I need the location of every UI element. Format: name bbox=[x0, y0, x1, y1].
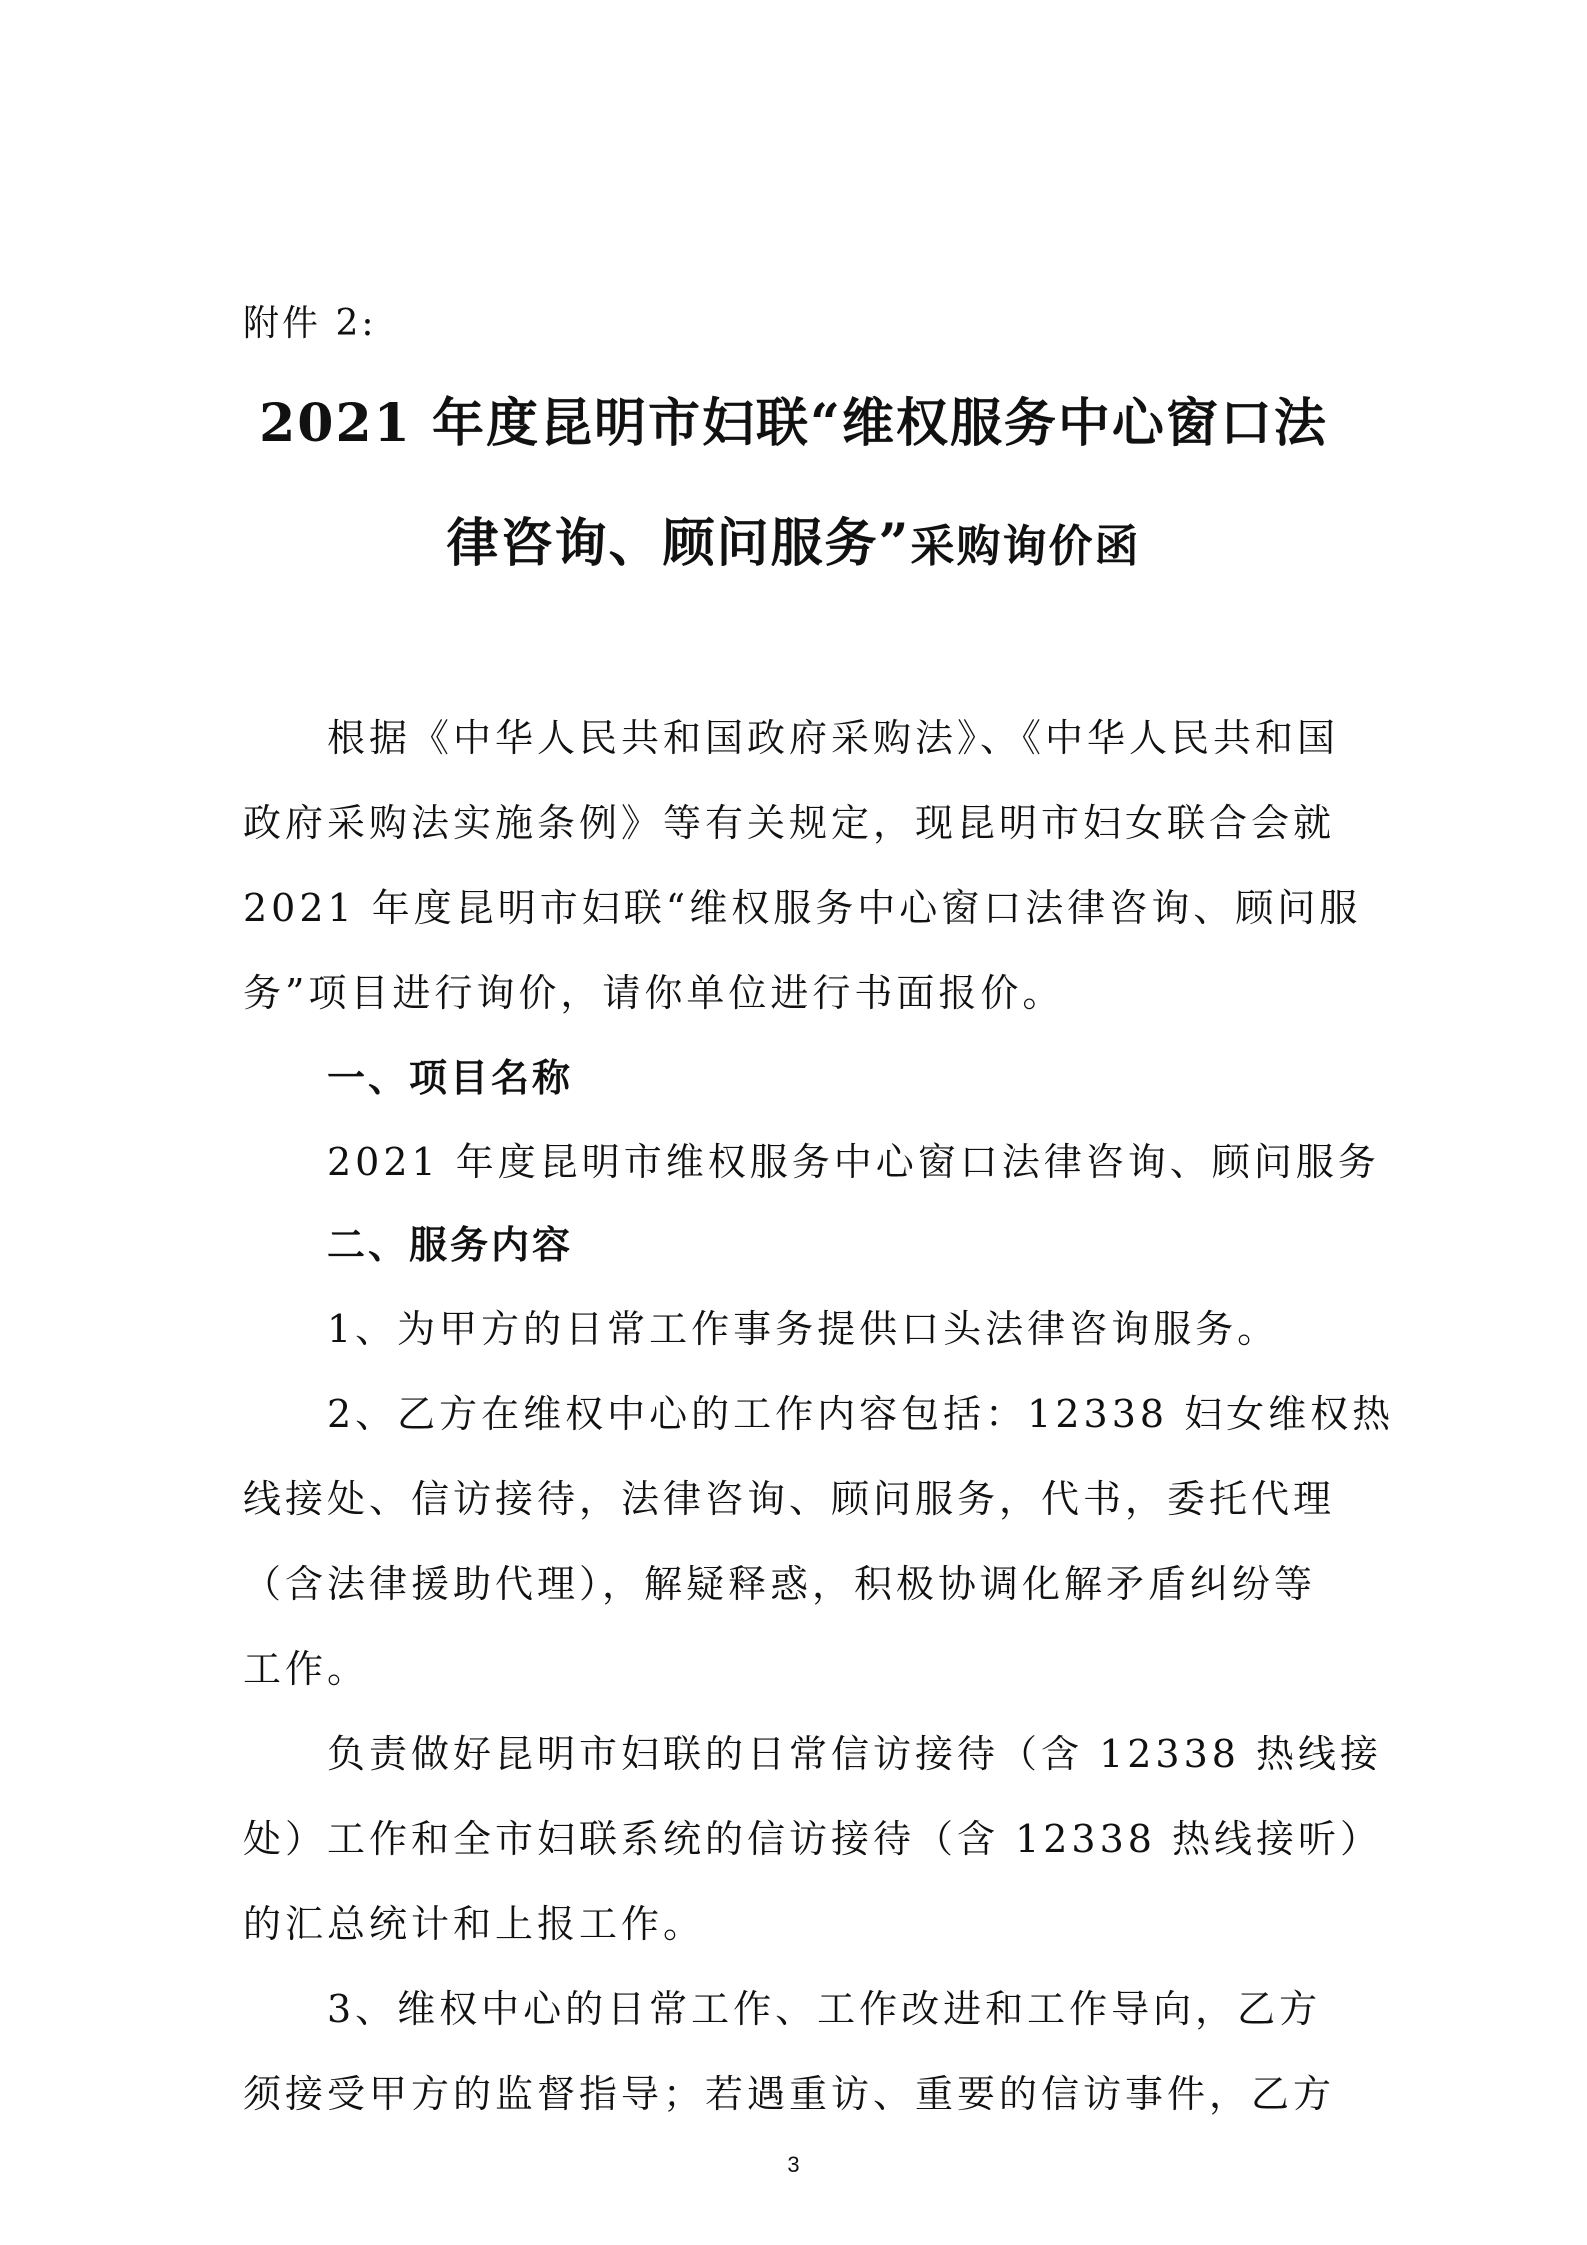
section-2-para-line-3: 的汇总统计和上报工作。 bbox=[243, 1902, 706, 1946]
section-2-para-line-2: 处）工作和全市妇联系统的信访接待（含 12338 热线接听） bbox=[243, 1817, 1383, 1861]
section-1-heading: 一、项目名称 bbox=[327, 1056, 574, 1100]
section-2-item-3-line-2: 须接受甲方的监督指导；若遇重访、重要的信访事件，乙方 bbox=[243, 2072, 1336, 2116]
intro-line-1: 根据《中华人民共和国政府采购法》、《中华人民共和国 bbox=[327, 716, 1340, 760]
section-2-para-line-1: 负责做好昆明市妇联的日常信访接待（含 12338 热线接 bbox=[327, 1732, 1383, 1776]
section-2-item-3-line-1: 3、维权中心的日常工作、工作改进和工作导向，乙方 bbox=[327, 1987, 1322, 2031]
document-title-line-2 bbox=[240, 513, 1347, 574]
section-2-item-1: 1、为甲方的日常工作事务提供口头法律咨询服务。 bbox=[327, 1307, 1280, 1351]
section-2-item-2-line-2: 线接处、信访接待，法律咨询、顾问服务，代书，委托代理 bbox=[243, 1477, 1336, 1521]
document-title-line-1: 2021 年度昆明市妇联“维权服务中心窗口法 bbox=[259, 393, 1328, 454]
section-2-item-2-line-1: 2、乙方在维权中心的工作内容包括：12338 妇女维权热 bbox=[327, 1392, 1395, 1436]
section-2-item-2-line-4: 工作。 bbox=[243, 1647, 370, 1691]
intro-line-3: 2021 年度昆明市妇联“维权服务中心窗口法律咨询、顾问服 bbox=[243, 886, 1362, 930]
title-line-2-main: 律咨询、顾问服务” bbox=[446, 513, 911, 574]
page-number: 3 bbox=[787, 2152, 800, 2177]
section-1-content: 2021 年度昆明市维权服务中心窗口法律咨询、顾问服务 bbox=[327, 1140, 1380, 1184]
attachment-label: 附件 2: bbox=[243, 303, 377, 344]
section-2-item-2-line-3: （含法律援助代理），解疑释惑，积极协调化解矛盾纠纷等 bbox=[243, 1562, 1317, 1606]
intro-line-2: 政府采购法实施条例》等有关规定，现昆明市妇女联合会就 bbox=[243, 801, 1336, 845]
title-line-2-tail: 采购询价函 bbox=[910, 521, 1141, 572]
intro-line-4: 务”项目进行询价，请你单位进行书面报价。 bbox=[243, 971, 1065, 1015]
section-2-heading: 二、服务内容 bbox=[327, 1223, 574, 1267]
